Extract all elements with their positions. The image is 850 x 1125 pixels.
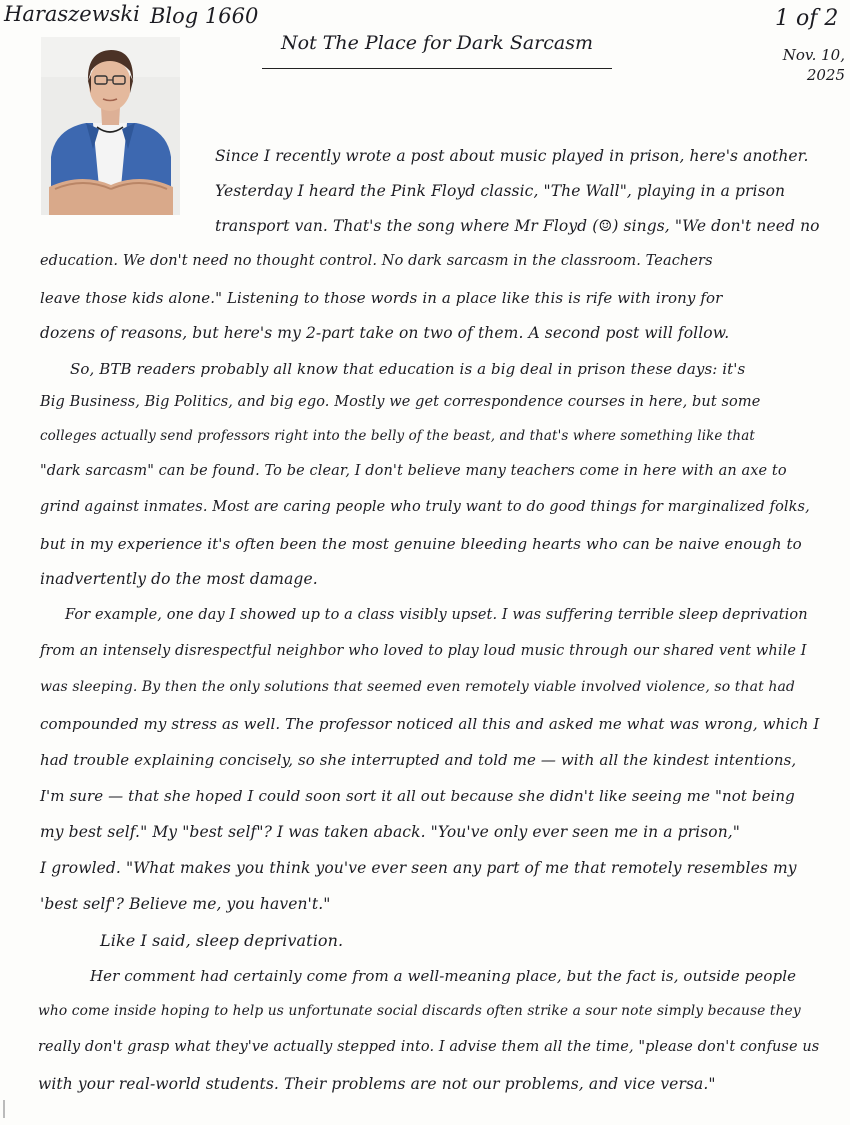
body-line: had trouble explaining concisely, so she interrupted and told me — with all the kindest intentions, xyxy=(40,751,797,769)
title-underline xyxy=(262,68,612,69)
body-line: was sleeping. By then the only solutions that seemed even remotely viable involved violence, so that had xyxy=(40,679,795,695)
page-number: 1 of 2 xyxy=(775,6,839,31)
author-portrait-photo xyxy=(41,37,180,215)
body-line: So, BTB readers probably all know that education is a big deal in prison these days: it's xyxy=(70,360,746,378)
body-line: who come inside hoping to help us unfortunate social discards often strike a sour note simply because they xyxy=(38,1003,801,1019)
body-line: "dark sarcasm" can be found. To be clear, I don't believe many teachers come in here with an axe to xyxy=(40,463,787,479)
body-line: Big Business, Big Politics, and big ego. Mostly we get correspondence courses in here, but some xyxy=(40,394,761,410)
body-line: grind against inmates. Most are caring people who truly want to do good things for marginalized folks, xyxy=(40,499,810,515)
body-line: dozens of reasons, but here's my 2-part take on two of them. A second post will follow. xyxy=(40,324,730,342)
page-title: Not The Place for Dark Sarcasm xyxy=(281,32,593,54)
date-year: 2025 xyxy=(806,66,845,84)
scan-edge-mark xyxy=(3,1100,5,1118)
body-line: I'm sure — that she hoped I could soon sort it all out because she didn't like seeing me "not being xyxy=(40,787,795,805)
post-date xyxy=(755,45,845,85)
body-line: really don't grasp what they've actually stepped into. I advise them all the time, "please don't confuse us xyxy=(38,1039,820,1055)
body-line: education. We don't need no thought control. No dark sarcasm in the classroom. Teachers xyxy=(40,253,713,269)
body-line: but in my experience it's often been the most genuine bleeding hearts who can be naive enough to xyxy=(40,535,802,553)
body-line: 'best self'? Believe me, you haven't." xyxy=(40,895,331,913)
body-line: I growled. "What makes you think you've ever seen any part of me that remotely resembles my xyxy=(40,859,797,877)
body-line: transport van. That's the song where Mr Floyd (☺) sings, "We don't need no xyxy=(215,217,820,235)
body-line: with your real-world students. Their problems are not our problems, and vice versa." xyxy=(38,1075,716,1093)
body-line: my best self." My "best self"? I was taken aback. "You've only ever seen me in a prison," xyxy=(40,823,741,841)
body-line: from an intensely disrespectful neighbor who loved to play loud music through our shared vent while I xyxy=(40,643,807,659)
date-month-day: Nov. 10, xyxy=(782,46,845,64)
body-line: inadvertently do the most damage. xyxy=(40,570,318,588)
body-line: leave those kids alone." Listening to those words in a place like this is rife with irony for xyxy=(40,289,723,307)
body-line: Like I said, sleep deprivation. xyxy=(100,931,344,950)
body-line: For example, one day I showed up to a class visibly upset. I was suffering terrible sleep deprivation xyxy=(65,607,808,623)
author-name: Haraszewski xyxy=(4,2,140,26)
body-line: compounded my stress as well. The professor noticed all this and asked me what was wrong, which I xyxy=(40,715,820,733)
body-line: Since I recently wrote a post about music played in prison, here's another. xyxy=(215,147,809,165)
blog-number: Blog 1660 xyxy=(150,4,259,28)
body-line: Yesterday I heard the Pink Floyd classic, "The Wall", playing in a prison xyxy=(215,182,786,200)
body-line: colleges actually send professors right into the belly of the beast, and that's where something like that xyxy=(40,428,755,444)
body-line: Her comment had certainly come from a well-meaning place, but the fact is, outside people xyxy=(90,967,797,985)
